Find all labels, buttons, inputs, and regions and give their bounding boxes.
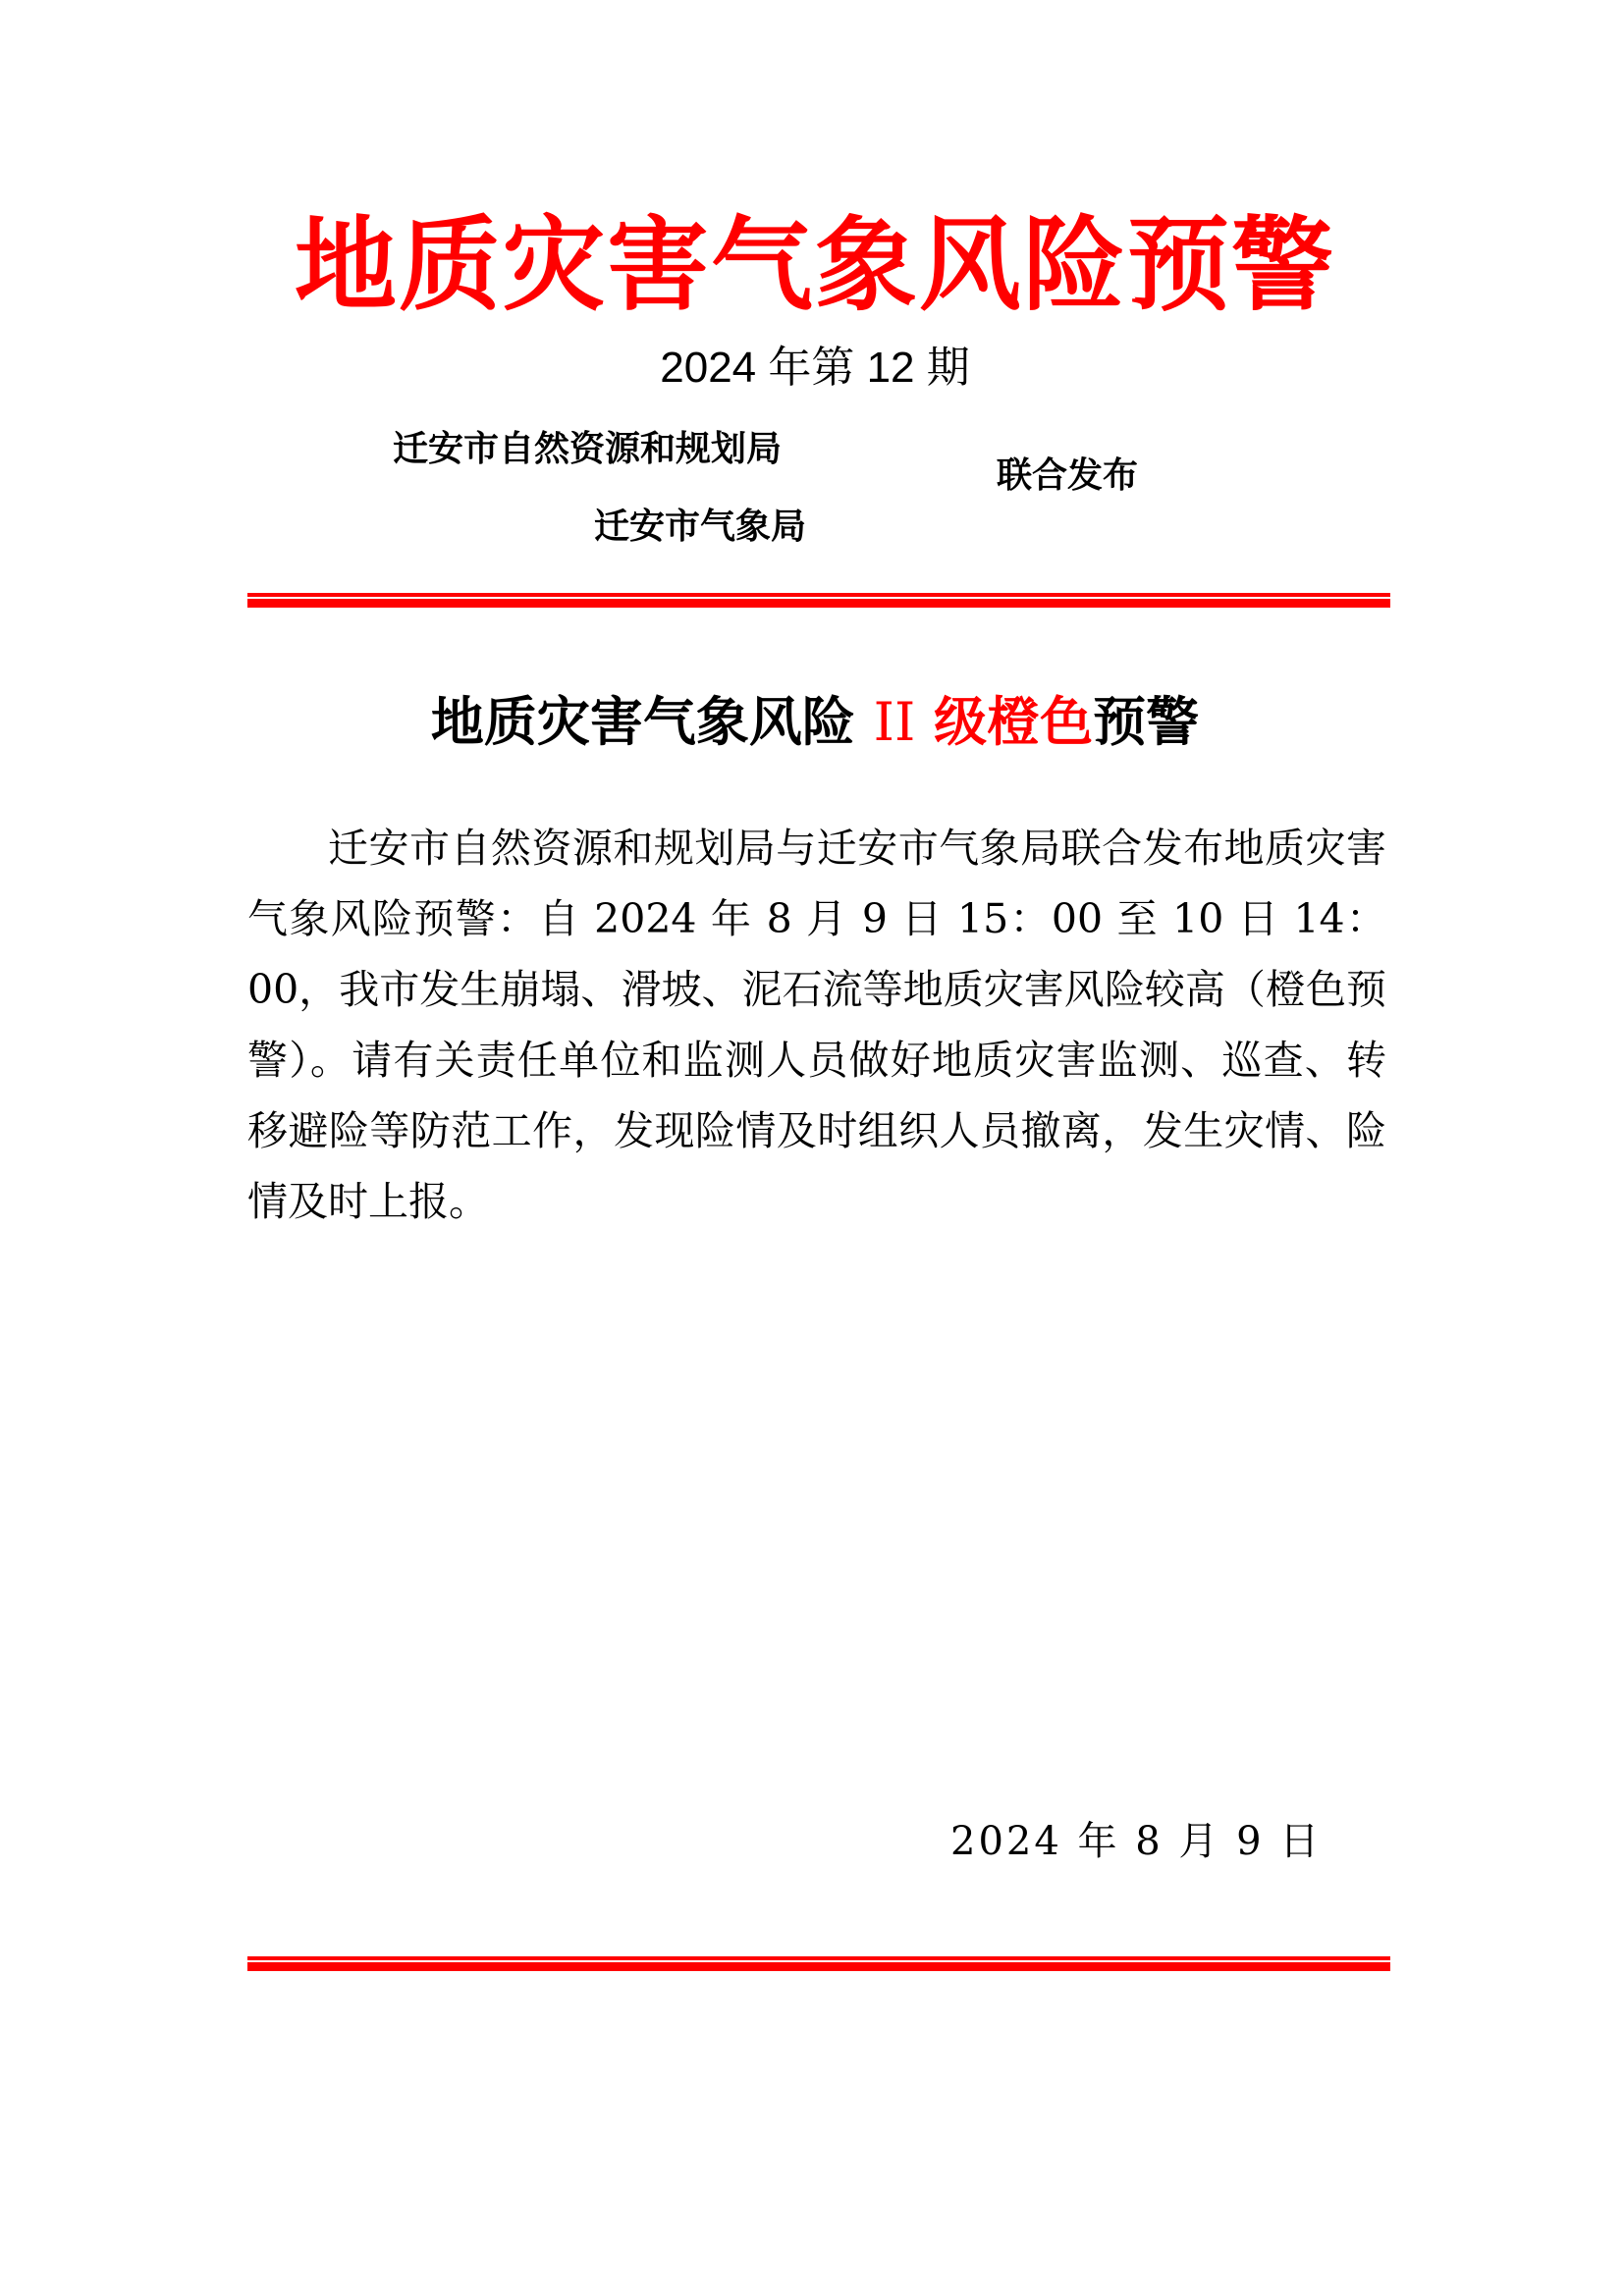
bottom-red-rule (247, 1956, 1390, 1971)
warning-color-level: 级橙色 (915, 691, 1094, 753)
issuer-natural-resources-bureau: 迁安市自然资源和规划局 (393, 428, 783, 469)
top-red-rule (247, 593, 1390, 608)
warning-body-paragraph: 迁安市自然资源和规划局与迁安市气象局联合发布地质灾害气象风险预警：自 2024 年 8 月 9 日 15：00 至 10 日 14：00，我市发生崩塌、滑坡、泥石流等地质灾害风险较高（橙色预警）。请有关责任单位和监测人员做好地质灾害监测、巡查、转移避险等防范工作，发现险情及时组织人员撤离，发生灾情、险情及时上报。 (247, 825, 1386, 1225)
issue-date: 2024 年 8 月 9 日 (950, 1819, 1323, 1864)
issue-number: 2024 年第 12 期 (660, 344, 970, 392)
subtitle-suffix: 预警 (1093, 691, 1200, 753)
masthead-title: 地质灾害气象风险预警 (294, 205, 1335, 325)
warning-level: II (873, 691, 916, 753)
issuer-meteorological-bureau: 迁安市气象局 (594, 506, 807, 547)
joint-release-label: 联合发布 (997, 454, 1139, 496)
warning-subtitle (242, 687, 1388, 758)
subtitle-prefix: 地质灾害气象风险 (430, 691, 874, 753)
